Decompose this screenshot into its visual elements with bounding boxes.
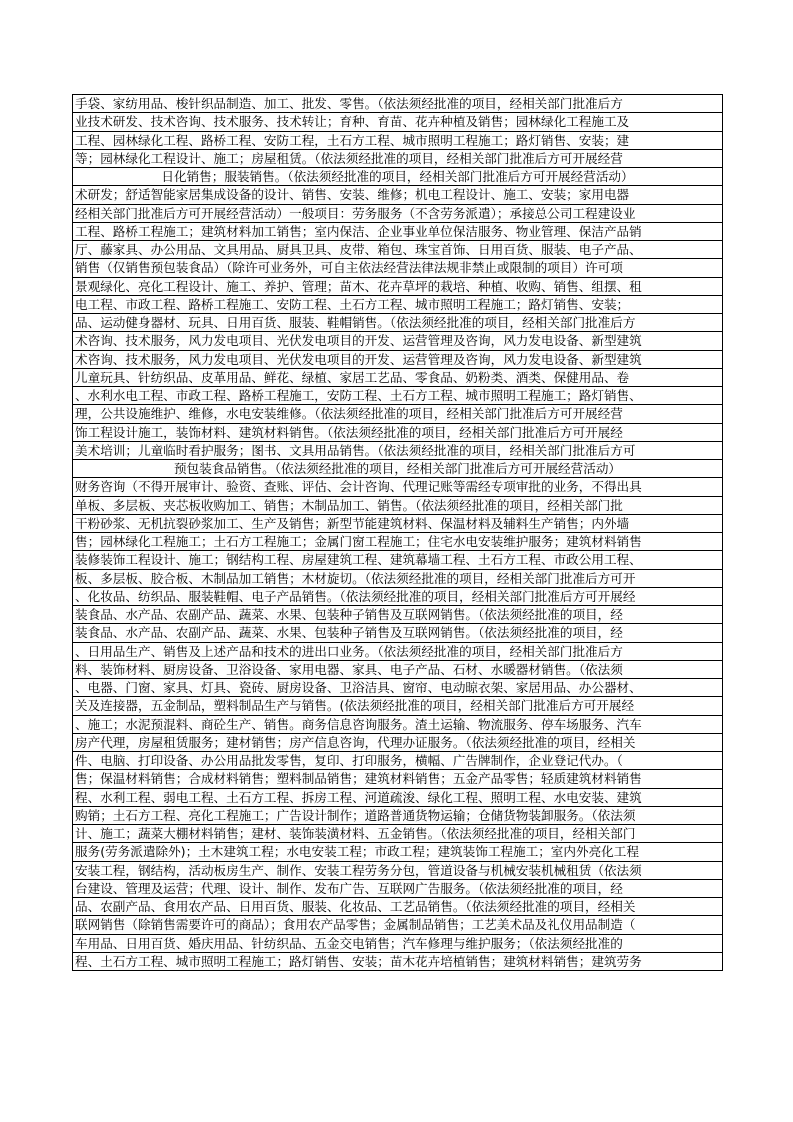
table-row: 销售（仅销售预包装食品）（除许可业务外，可自主依法经营法律法规非禁止或限制的项目）许可项 [73, 259, 722, 277]
table-row: 等；园林绿化工程设计、施工；房屋租赁。（依法须经批准的项目，经相关部门批准后方可开展经营 [73, 150, 722, 168]
table-row: 经相关部门批准后方可开展经营活动）一般项目：劳务服务（不含劳务派遣）；承接总公司工程建设业 [73, 205, 722, 223]
table-row: 售；园林绿化工程施工；土石方工程施工；金属门窗工程施工；住宅水电安装维护服务；建筑材料销售 [73, 533, 722, 551]
table-row: 手袋、家纺用品、梭针织品制造、加工、批发、零售。（依法须经批准的项目，经相关部门批准后方 [73, 95, 722, 113]
table-row: 台建设、管理及运营；代理、设计、制作、发布广告、互联网广告服务。（依法须经批准的项目，经 [73, 880, 722, 898]
table-row: 厅、藤家具、办公用品、文具用品、厨具卫具、皮带、箱包、珠宝首饰、日用百货、服装、电子产品、 [73, 241, 722, 259]
table-row: 车用品、日用百货、婚庆用品、针纺织品、五金交电销售；汽车修理与维护服务；（依法须经批准的 [73, 935, 722, 953]
table-row: 料、装饰材料、厨房设备、卫浴设备、家用电器、家具、电子产品、石材、水暖器材销售。（依法须 [73, 661, 722, 679]
table-row: 理，公共设施维护、维修，水电安装维修。（依法须经批准的项目，经相关部门批准后方可开展经营 [73, 405, 722, 423]
table-row: 工程、园林绿化工程、路桥工程、安防工程，土石方工程、城市照明工程施工；路灯销售、安装；建 [73, 132, 722, 150]
table-row: 单板、多层板、夹芯板收购加工、销售；木制品加工、销售。（依法须经批准的项目，经相关部门批 [73, 497, 722, 515]
table-row: 、日用品生产、销售及上述产品和技术的进出口业务。（依法须经批准的项目，经相关部门批准后方 [73, 643, 722, 661]
table-row: 程、水利工程、弱电工程、土石方工程、拆房工程、河道疏浚、绿化工程、照明工程、水电安装、建筑 [73, 789, 722, 807]
table-row: 联网销售（除销售需要许可的商品）；食用农产品零售；金属制品销售；工艺美术品及礼仪用品制造（ [73, 916, 722, 934]
table-row: 、电器、门窗、家具、灯具、瓷砖、厨房设备、卫浴洁具、窗帘、电动晾衣架、家居用品、办公器材、 [73, 679, 722, 697]
table-row: 财务咨询（不得开展审计、验资、查账、评估、会计咨询、代理记账等需经专项审批的业务，不得出具 [73, 478, 722, 496]
table-row: 景观绿化、亮化工程设计、施工、养护、管理；苗木、花卉草坪的栽培、种植、收购、销售、组摆、租 [73, 278, 722, 296]
table-row: 预包装食品销售。（依法须经批准的项目，经相关部门批准后方可开展经营活动） [73, 460, 722, 478]
table-row: 安装工程，钢结构，活动板房生产、制作、安装工程劳务分包，管道设备与机械安装机械租赁（依法须 [73, 862, 722, 880]
table-row: 工程、路桥工程施工；建筑材料加工销售；室内保洁、企业事业单位保洁服务、物业管理、保洁产品销 [73, 223, 722, 241]
table-row: 件、电脑、打印设备、办公用品批发零售，复印、打印服务，横幅、广告牌制作，企业登记代办。（ [73, 752, 722, 770]
table-row: 程、土石方工程、城市照明工程施工；路灯销售、安装；苗木花卉培植销售；建筑材料销售；建筑劳务 [73, 953, 722, 971]
table-row: 装食品、水产品、农副产品、蔬菜、水果、包装种子销售及互联网销售。（依法须经批准的项目，经 [73, 606, 722, 624]
table-row: 、施工；水泥预混料、商砼生产、销售。商务信息咨询服务。渣土运输、物流服务、停车场服务、汽车 [73, 716, 722, 734]
table-row: 日化销售；服装销售。（依法须经批准的项目，经相关部门批准后方可开展经营活动） [73, 168, 722, 186]
table-row: 装食品、水产品、农副产品、蔬菜、水果、包装种子销售及互联网销售。（依法须经批准的项目，经 [73, 624, 722, 642]
table-row: 术咨询、技术服务，风力发电项目、光伏发电项目的开发、运营管理及咨询，风力发电设备、新型建筑 [73, 332, 722, 350]
table-row: 装修装饰工程设计、施工；钢结构工程、房屋建筑工程、建筑幕墙工程、土石方工程、市政公用工程、 [73, 551, 722, 569]
table-row: 术咨询、技术服务，风力发电项目、光伏发电项目的开发、运营管理及咨询，风力发电设备、新型建筑 [73, 351, 722, 369]
table-row: 品、农副产品、食用农产品、日用百货、服装、化妆品、工艺品销售。（依法须经批准的项目，经相关 [73, 898, 722, 916]
table-row: 计、施工；蔬菜大棚材料销售；建材、装饰装潢材料、五金销售。（依法须经批准的项目，经相关部门 [73, 825, 722, 843]
table-row: 关及连接器，五金制品，塑料制品生产与销售。(依法须经批准的项目，经相关部门批准后方可开展经 [73, 697, 722, 715]
table-row: 房产代理，房屋租赁服务；建材销售；房产信息咨询，代理办证服务。（依法须经批准的项目，经相关 [73, 734, 722, 752]
table-row: 售；保温材料销售；合成材料销售；塑料制品销售；建筑材料销售；五金产品零售；轻质建筑材料销售 [73, 770, 722, 788]
table-row: 板、多层板、胶合板、木制品加工销售；木材旋切。（依法须经批准的项目，经相关部门批准后方可开 [73, 570, 722, 588]
table-row: 美术培训；儿童临时看护服务；图书、文具用品销售。（依法须经批准的项目，经相关部门批准后方可 [73, 442, 722, 460]
table-row: 饰工程设计施工，装饰材料、建筑材料销售。（依法须经批准的项目，经相关部门批准后方可开展经 [73, 424, 722, 442]
table-row: 服务(劳务派遣除外)；土木建筑工程；水电安装工程；市政工程；建筑装饰工程施工；室内外亮化工程 [73, 843, 722, 861]
table-row: 购销；土石方工程、亮化工程施工；广告设计制作；道路普通货物运输；仓储货物装卸服务。（依法须 [73, 807, 722, 825]
table-row: 干粉砂浆、无机抗裂砂浆加工、生产及销售；新型节能建筑材料、保温材料及辅料生产销售；内外墙 [73, 515, 722, 533]
table-row: 、化妆品、纺织品、服装鞋帽、电子产品销售。（依法须经批准的项目，经相关部门批准后方可开展经 [73, 588, 722, 606]
table-row: 儿童玩具、针纺织品、皮革用品、鲜花、绿植、家居工艺品、零食品、奶粉类、酒类、保健用品、卷 [73, 369, 722, 387]
business-scope-table [72, 94, 723, 971]
table-row: 品、运动健身器材、玩具、日用百货、服装、鞋帽销售。（依法须经批准的项目，经相关部门批准后方 [73, 314, 722, 332]
table-row: 术研发；舒适智能家居集成设备的设计、销售、安装、维修；机电工程设计、施工、安装；家用电器 [73, 186, 722, 204]
table-row: 电工程、市政工程、路桥工程施工、安防工程、土石方工程、城市照明工程施工；路灯销售、安装； [73, 296, 722, 314]
table-row: 、水利水电工程、市政工程、路桥工程施工，安防工程、土石方工程、城市照明工程施工；路灯销售、 [73, 387, 722, 405]
table-row: 业技术研发、技术咨询、技术服务、技术转让；育种、育苗、花卉种植及销售；园林绿化工程施工及 [73, 113, 722, 131]
